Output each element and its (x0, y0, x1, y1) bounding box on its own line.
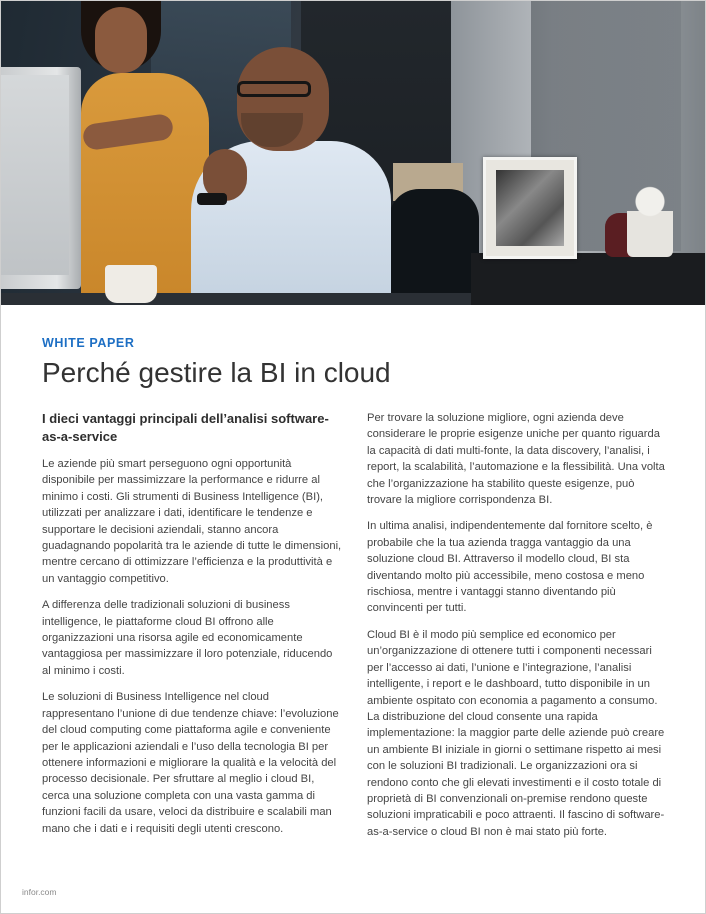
body-paragraph: Per trovare la soluzione migliore, ogni azienda deve considerare le proprie esigenze uniche per quanto riguarda la capacità di dati multi-fonte, la data discovery, l’analisi, i report, la scalabilità, l’automazione e la flessibilità. Una volta che l’organizzazione ha stabilito queste esigenze, può trovare la migliore corrispondenza BI. (367, 412, 665, 507)
bust-statue (627, 183, 673, 257)
monitor-screen (1, 75, 69, 275)
body-paragraph: Le soluzioni di Business Intelligence nel cloud rappresentano l’unione di due tendenze chiave: l’evoluzione del cloud computing come piattaforma agile e conveniente per le applicazioni aziendali e l’uso della tecnologia BI per ottenere informazioni e migliorare la qualità e la velocità del processo decisionale. Per sfruttare al meglio i cloud BI, cerca una soluzione completa con una vasta gamma di funzioni facili da usare, veloci da distribuire e scalabili man mano che i dati e i requisiti degli utenti crescono. (42, 691, 339, 835)
woman-face (95, 7, 147, 73)
office-chair (389, 189, 479, 305)
document-type-label: WHITE PAPER (42, 336, 135, 350)
left-column (42, 410, 342, 847)
picture-frame-artwork (496, 170, 564, 246)
body-paragraph: Cloud BI è il modo più semplice ed economico per un’organizzazione di ottenere tutti i componenti necessari per l’accesso ai dati, l’unione e l’integrazione, l’analisi intelligente, i report e le dashboard, tutto disponibile in un ambiente ospitato con economia a pagamento a consumo. La distribuzione del cloud consente una rapida implementazione: la maggior parte delle aziende può creare un ambiente BI iniziale in giorni o settimane rispetto ai mesi con le soluzioni BI tradizionali. Le organizzazioni ora si rendono conto che gli elevati investimenti e il costo totale di proprietà di BI convenzionali on-premise rendono queste soluzioni impraticabili e poco attraenti. Il fascino di software-as-a-service o cloud BI non è mai stato più forte. (367, 628, 665, 838)
desk (1, 293, 471, 305)
picture-frame (483, 157, 577, 259)
sideboard (471, 253, 705, 305)
glasses (237, 81, 311, 97)
section-subheading: I dieci vantaggi principali dell’analisi software-as-a-service (42, 411, 329, 444)
body-paragraph: Le aziende più smart perseguono ogni opportunità disponibile per massimizzare la performance e ridurre al minimo i costi. Gli strumenti di Business Intelligence (BI), utilizzati per analizzare i dati, identificare le tendenze e supportare le decisioni aziendali, stanno ancora guadagnando popolarità tra le aziende di tutte le dimensioni, mentre cercano di ottimizzare l’efficienza e la produttività e un vantaggio competitivo. (42, 458, 342, 585)
hero-photo (1, 1, 705, 305)
right-column (367, 410, 667, 850)
wristwatch (197, 193, 227, 205)
footer-url[interactable]: infor.com (22, 887, 57, 897)
computer-monitor (1, 67, 81, 289)
body-paragraph: In ultima analisi, indipendentemente dal fornitore scelto, è probabile che la tua azienda tragga vantaggio da una soluzione cloud BI. Attraverso il modello cloud, BI sta diventando molto più accessibile, meno costosa e meno rischiosa, mentre i vantaggi stanno diventando più convincenti per tutti. (367, 520, 653, 615)
coffee-cup (105, 265, 157, 303)
page-title: Perché gestire la BI in cloud (42, 357, 391, 388)
body-paragraph: A differenza delle tradizionali soluzioni di business intelligence, le piattaforme cloud BI offrono alle organizzazioni una risorsa agile ed economicamente vantaggiosa per massimizzare il loro potenziale, riducendo al minimo i costi. (42, 599, 333, 677)
